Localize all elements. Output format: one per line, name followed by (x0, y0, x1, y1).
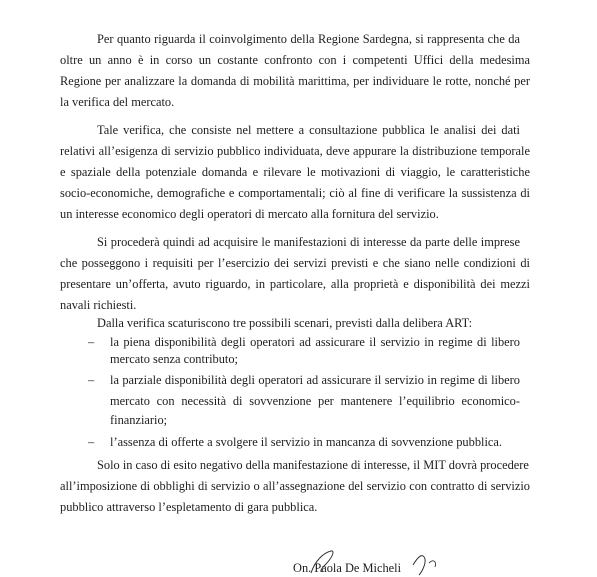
text-line: navali richiesti. (60, 298, 137, 312)
text-line: mercato senza contributo; (110, 352, 238, 366)
signatory-name: On. Paola De Micheli (293, 561, 402, 575)
text-line: Tale verifica, che consiste nel mettere a consultazione pubblica le analisi dei dati (97, 123, 520, 137)
text-line: Si procederà quindi ad acquisire le manifestazioni di interesse da parte delle imprese (97, 235, 520, 249)
dash-bullet: – (88, 335, 95, 349)
text-line: all’imposizione di obblighi di servizio o all’assegnazione del servizio con contratto di servizio (60, 479, 530, 493)
text-line: che posseggono i requisiti per l’esercizio dei servizi previsti e che siano nelle condizioni di (60, 256, 530, 270)
text-line: la parziale disponibilità degli operatori ad assicurare il servizio in regime di libero (110, 373, 520, 387)
text-line: Per quanto riguarda il coinvolgimento della Regione Sardegna, si rappresenta che da (97, 32, 520, 46)
text-line: presentare un’offerta, avuto riguardo, in particolare, alla proprietà e disponibilità dei mezzi (60, 277, 530, 291)
text-line: mercato con necessità di sovvenzione per mantenere l’equilibrio economico- (110, 394, 520, 408)
text-line: la verifica del mercato. (60, 95, 175, 109)
text-line: oltre un anno è in corso un costante confronto con i competenti Uffici della medesima (60, 53, 530, 67)
text-line: l’assenza di offerte a svolgere il servizio in mancanza di sovvenzione pubblica. (110, 435, 502, 449)
text-line: un interesse economico degli operatori di mercato alla fornitura del servizio. (60, 207, 439, 221)
text-line: finanziario; (110, 413, 168, 427)
signature-block (293, 561, 401, 576)
text-line: relativi all’esigenza di servizio pubblico individuata, deve appurare la distribuzione temporale (60, 144, 530, 158)
text-line: Solo in caso di esito negativo della manifestazione di interesse, il MIT dovrà procedere (97, 458, 529, 472)
handwritten-signature-icon (273, 547, 473, 577)
dash-bullet: – (88, 435, 95, 449)
text-line: socio-economiche, demografiche e comportamentali; ciò al fine di verificare la sussistenza di (60, 186, 530, 200)
text-line: la piena disponibilità degli operatori ad assicurare il servizio in regime di libero (110, 335, 520, 349)
text-line: Regione per analizzare la domanda di mobilità marittima, per individuare le rotte, nonché per (60, 74, 530, 88)
text-line: pubblico attraverso l’espletamento di gara pubblica. (60, 500, 318, 514)
dash-bullet: – (88, 373, 95, 387)
text-line: Dalla verifica scaturiscono tre possibili scenari, previsti dalla delibera ART: (97, 316, 473, 330)
text-line: e spaziale della potenziale domanda e rilevare le motivazioni di viaggio, le caratteristiche (60, 165, 530, 179)
